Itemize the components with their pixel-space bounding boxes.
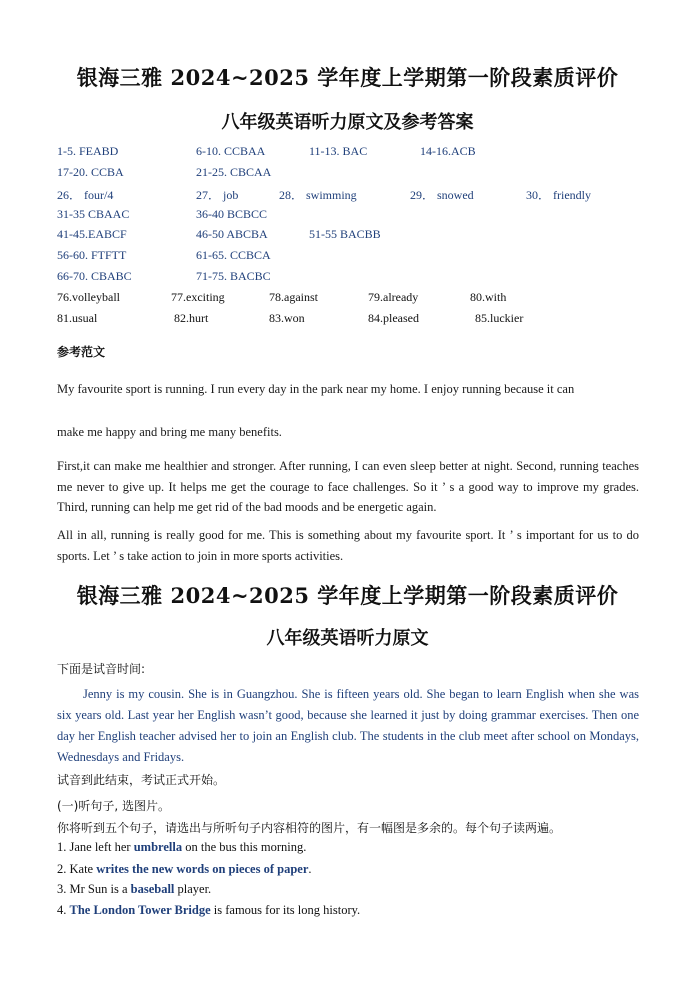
section2-title: 银海三雅 2024~2025 学年度上学期第一阶段素质评价 — [76, 583, 619, 608]
answer-cell: 66-70. CBABC — [57, 269, 132, 283]
sentence-text: . — [308, 862, 312, 876]
answer-cell: 76.volleyball — [57, 290, 120, 304]
answer-cell: 51-55 BACBB — [309, 227, 381, 241]
answer-cell: 28． swimming — [279, 188, 357, 202]
sentence-text: 2. Kate — [57, 862, 97, 876]
section1-title: 银海三雅 2024~2025 学年度上学期第一阶段素质评价 — [76, 65, 619, 90]
sentence-text: 1. Jane left her — [57, 840, 134, 854]
answer-cell: 77.exciting — [171, 290, 225, 304]
essay-paragraph-1-line-2: make me happy and bring me many benefits. — [57, 425, 282, 439]
trial-end: 试音到此结束，考试正式开始。 — [57, 773, 226, 787]
section2-subtitle: 八年级英语听力原文 — [266, 628, 429, 649]
sentence-2 — [57, 862, 312, 877]
sentence-text: is famous for its long history. — [210, 903, 361, 917]
part1-instructions: 你将听到五个句子，请选出与所听句子内容相符的图片，有一幅图是多余的。每个句子读两遍。 — [57, 821, 562, 835]
answer-cell: 82.hurt — [174, 311, 209, 325]
answer-cell: 27． job — [196, 188, 239, 202]
keyword: The London Tower Bridge — [69, 903, 211, 917]
answer-cell: 79.already — [368, 290, 419, 304]
sentence-text: 3. Mr Sun is a — [57, 882, 131, 896]
trial-label: 下面是试音时间: — [57, 662, 146, 676]
trial-text: Jenny is my cousin. She is in Guangzhou. She is fifteen years old. She began to learn English when she was six years old. Last year her English wasn’t good, because she learned it just by doing grammar exercises. Then one day her English teacher advised her to join an English club. The students in the club meet after school on Mondays, Wednesdays and Fridays. — [57, 687, 639, 764]
answer-cell: 78.against — [269, 290, 318, 304]
answer-cell: 29． snowed — [410, 188, 474, 202]
answer-cell: 56-60. FTFTT — [57, 248, 127, 262]
answer-cell: 14-16.ACB — [420, 144, 476, 158]
sentence-text: player. — [174, 882, 212, 896]
answer-cell: 1-5. FEABD — [57, 144, 119, 158]
answer-cell: 81.usual — [57, 311, 98, 325]
answer-cell: 41-45.EABCF — [57, 227, 127, 241]
answer-cell: 46-50 ABCBA — [196, 227, 268, 241]
sentence-text: 4. — [57, 903, 70, 917]
answer-cell: 85.luckier — [475, 311, 524, 325]
answer-cell: 11-13. BAC — [309, 144, 368, 158]
essay-paragraph-2: First,it can make me healthier and stronger. After running, I can even sleep better at night. Second, running teaches me never to give up. It helps me get the courage to face challenges. So it ’ s a good way to improve my grades. Third, running can help me get rid of the bad moods and be energetic again. — [57, 459, 639, 514]
answer-cell: 83.won — [269, 311, 305, 325]
keyword: writes the new words on pieces of paper — [96, 862, 309, 876]
answer-cell: 26． four/4 — [57, 188, 114, 202]
section1-subtitle: 八年级英语听力原文及参考答案 — [221, 112, 474, 133]
keyword: umbrella — [133, 840, 183, 854]
sentence-4 — [57, 903, 360, 918]
answer-cell: 71-75. BACBC — [196, 269, 271, 283]
sentence-text: on the bus this morning. — [182, 840, 307, 854]
essay-label: 参考范文 — [57, 345, 106, 359]
answer-cell: 36-40 BCBCC — [196, 207, 268, 221]
sentence-3 — [57, 882, 211, 897]
essay-paragraph-3: All in all, running is really good for me. This is something about my favourite sport. It ’ s important for us to do sports. Let ’ s take action to join in more sports activities. — [57, 528, 639, 563]
sentence-1 — [57, 840, 306, 855]
part1-title: (一)听句子, 选图片。 — [57, 799, 170, 813]
answer-cell: 17-20. CCBA — [57, 165, 124, 179]
answer-cell: 6-10. CCBAA — [196, 144, 266, 158]
essay-paragraph-1-line-1: My favourite sport is running. I run every day in the park near my home. I enjoy running because it can — [57, 382, 575, 396]
answer-cell: 61-65. CCBCA — [196, 248, 271, 262]
keyword: baseball — [130, 882, 175, 896]
answer-cell: 80.with — [470, 290, 507, 304]
answer-cell: 21-25. CBCAA — [196, 165, 272, 179]
answer-cell: 31-35 CBAAC — [57, 207, 130, 221]
answer-cell: 30． friendly — [526, 188, 591, 202]
answer-cell: 84.pleased — [368, 311, 419, 325]
